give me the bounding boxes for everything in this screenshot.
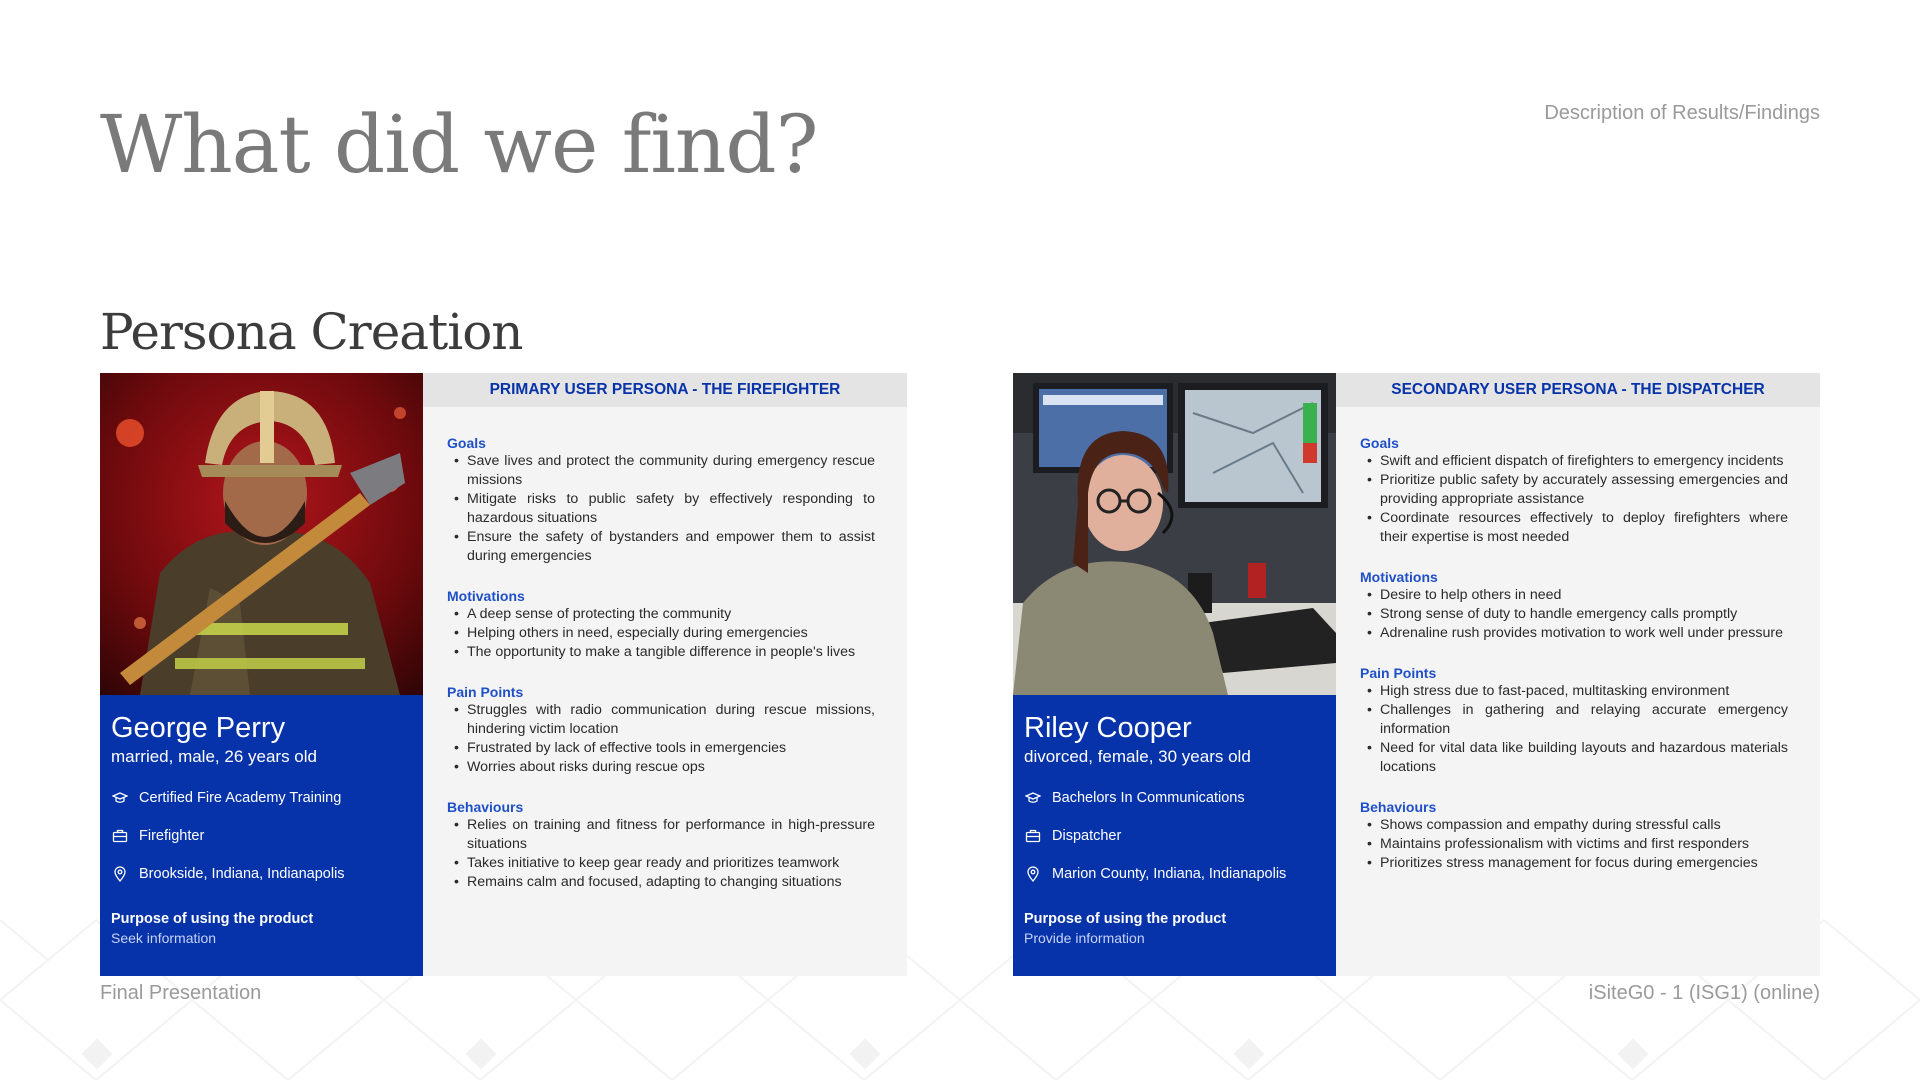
list-item: • Prioritize public safety by accurately assessing emergencies and providing appropriate assistance [1360, 471, 1788, 509]
goals-title: Goals [447, 435, 486, 451]
purpose-label: Purpose of using the product [1024, 911, 1227, 927]
list-item: • The opportunity to make a tangible difference in people's lives [447, 643, 875, 662]
persona-details-panel [423, 373, 907, 976]
occupation-row [111, 817, 423, 855]
goals-list [1360, 452, 1788, 547]
list-item: • Strong sense of duty to handle emergency calls promptly [1360, 605, 1788, 624]
list-item: • High stress due to fast-paced, multitasking environment [1360, 682, 1788, 701]
dispatcher-photo [1013, 373, 1336, 695]
list-item: • Desire to help others in need [1360, 586, 1788, 605]
motivations-list [447, 605, 875, 662]
list-item: • Coordinate resources effectively to deploy firefighters where their expertise is most needed [1360, 509, 1788, 547]
motivations-list [1360, 586, 1788, 643]
motivations-title: Motivations [447, 588, 525, 604]
education-row [111, 779, 423, 817]
location-text: Marion County, Indiana, Indianapolis [1052, 866, 1287, 882]
list-item: • Mitigate risks to public safety by effectively responding to hazardous situations [447, 490, 875, 528]
list-item: • Shows compassion and empathy during stressful calls [1360, 816, 1788, 835]
list-item: • Takes initiative to keep gear ready and prioritizes teamwork [447, 854, 875, 873]
location-text: Brookside, Indiana, Indianapolis [139, 866, 345, 882]
occupation-text: Dispatcher [1052, 828, 1122, 844]
persona-card-dispatcher [1013, 373, 1820, 976]
list-item: • Need for vital data like building layouts and hazardous materials locations [1360, 739, 1788, 777]
map-pin-icon [112, 866, 128, 882]
persona-name: Riley Cooper [1024, 712, 1192, 744]
slide-title: What did we find? [100, 98, 818, 191]
list-item: • Ensure the safety of bystanders and empower them to assist during emergencies [447, 528, 875, 566]
persona-header: PRIMARY USER PERSONA - THE FIREFIGHTER [423, 373, 907, 407]
behaviours-list [1360, 816, 1788, 873]
behaviours-title: Behaviours [447, 799, 524, 815]
list-item: • Prioritizes stress management for focus during emergencies [1360, 854, 1788, 873]
behaviours-title: Behaviours [1360, 799, 1437, 815]
list-item: • Adrenaline rush provides motivation to work well under pressure [1360, 624, 1788, 643]
list-item: • Worries about risks during rescue ops [447, 758, 875, 777]
list-item: • Remains calm and focused, adapting to changing situations [447, 873, 875, 892]
goals-title: Goals [1360, 435, 1399, 451]
purpose-value: Provide information [1024, 930, 1145, 946]
persona-info [1013, 695, 1336, 946]
pain-points-title: Pain Points [1360, 665, 1437, 681]
persona-profile-panel [1013, 373, 1336, 976]
briefcase-icon [1025, 828, 1041, 844]
location-row [111, 855, 423, 893]
education-text: Certified Fire Academy Training [139, 790, 342, 806]
goals-list [447, 452, 875, 566]
list-item: • Struggles with radio communication during rescue missions, hindering victim location [447, 701, 875, 739]
education-row [1024, 779, 1336, 817]
pain-points-list [1360, 682, 1788, 777]
persona-profile-panel [100, 373, 423, 976]
occupation-text: Firefighter [139, 828, 205, 844]
pain-points-list [447, 701, 875, 777]
list-item: • Relies on training and fitness for performance in high-pressure situations [447, 816, 875, 854]
graduation-cap-icon [112, 790, 128, 806]
list-item: • A deep sense of protecting the community [447, 605, 875, 624]
persona-demographics: married, male, 26 years old [111, 747, 317, 766]
persona-card-firefighter [100, 373, 907, 976]
map-pin-icon [1025, 866, 1041, 882]
briefcase-icon [112, 828, 128, 844]
footer-presentation-label: Final Presentation [100, 982, 262, 1004]
education-text: Bachelors In Communications [1052, 790, 1245, 806]
footer-course-label: iSiteG0 - 1 (ISG1) (online) [1588, 982, 1820, 1004]
purpose-value: Seek information [111, 930, 217, 946]
persona-info [100, 695, 423, 946]
persona-name: George Perry [111, 712, 286, 744]
pain-points-title: Pain Points [447, 684, 524, 700]
list-item: • Frustrated by lack of effective tools in emergencies [447, 739, 875, 758]
purpose-label: Purpose of using the product [111, 911, 314, 927]
section-title: Persona Creation [100, 303, 523, 361]
persona-header: SECONDARY USER PERSONA - THE DISPATCHER [1336, 373, 1820, 407]
behaviours-list [447, 816, 875, 892]
graduation-cap-icon [1025, 790, 1041, 806]
persona-details-panel [1336, 373, 1820, 976]
location-row [1024, 855, 1336, 893]
slide-subtitle-label: Description of Results/Findings [1544, 102, 1820, 124]
persona-demographics: divorced, female, 30 years old [1024, 747, 1251, 766]
occupation-row [1024, 817, 1336, 855]
list-item: • Maintains professionalism with victims and first responders [1360, 835, 1788, 854]
list-item: • Swift and efficient dispatch of firefighters to emergency incidents [1360, 452, 1788, 471]
firefighter-photo [100, 373, 423, 695]
motivations-title: Motivations [1360, 569, 1438, 585]
list-item: • Save lives and protect the community during emergency rescue missions [447, 452, 875, 490]
list-item: • Challenges in gathering and relaying accurate emergency information [1360, 701, 1788, 739]
list-item: • Helping others in need, especially during emergencies [447, 624, 875, 643]
